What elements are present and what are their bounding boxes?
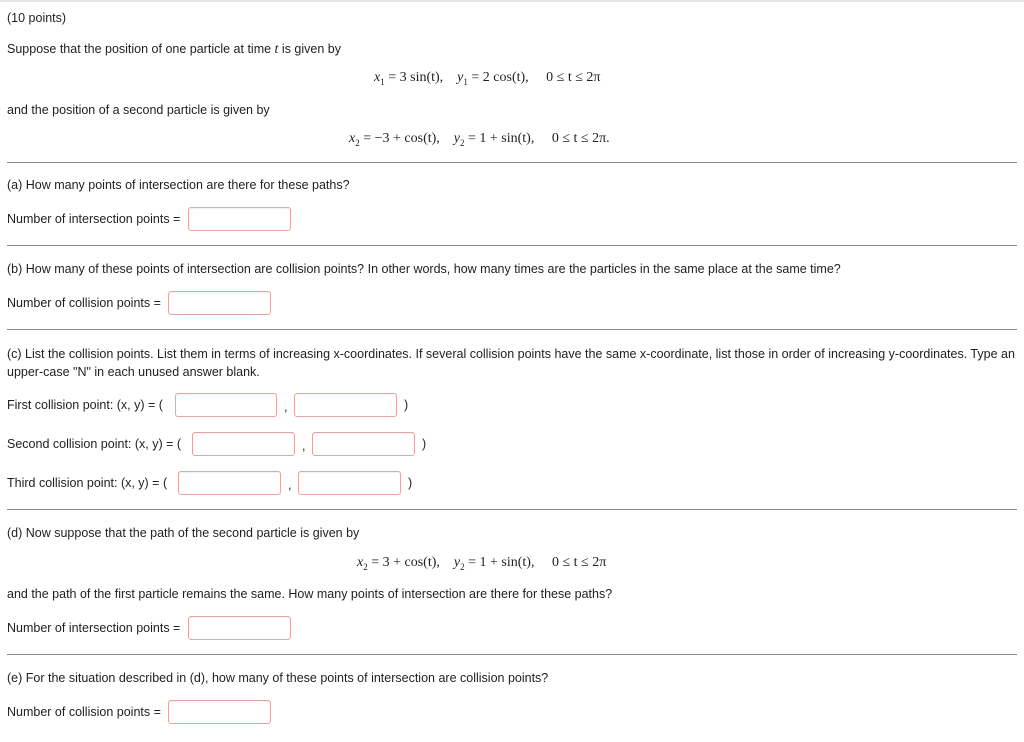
third-collision-y-input[interactable]: [298, 471, 401, 495]
divider: [7, 162, 1017, 163]
eqd-y-sub: 2: [460, 561, 465, 572]
part-e-question: (e) For the situation described in (d), how many of these points of intersection are collision points?: [7, 671, 549, 685]
eq2-x-rhs: = −3 + cos(t),: [363, 131, 440, 146]
second-particle-intro: and the position of a second particle is given by: [7, 103, 270, 117]
part-b-label: Number of collision points =: [7, 296, 161, 310]
intro-text: [7, 42, 341, 58]
close-paren: ): [404, 398, 409, 412]
eq1-y: y: [457, 70, 464, 85]
first-collision-x-input[interactable]: [175, 393, 277, 417]
eq2-range: 0 ≤ t ≤ 2π.: [551, 131, 610, 146]
second-collision-x-input[interactable]: [192, 432, 295, 456]
eqd-x-sub: 2: [363, 561, 368, 572]
part-d-question: and the path of the first particle remains the same. How many points of intersection are there for these paths?: [7, 587, 613, 601]
eqd-y: y: [453, 555, 461, 570]
eq2-y-sub: 2: [460, 137, 465, 148]
part-e-answer-input[interactable]: [168, 700, 271, 724]
close-paren: ): [422, 437, 427, 451]
part-a-answer-input[interactable]: [188, 207, 291, 231]
comma: ,: [284, 400, 288, 414]
divider: [7, 245, 1017, 246]
points-label: (10 points): [7, 11, 67, 25]
eqd-x-rhs: = 3 + cos(t),: [371, 555, 440, 570]
second-collision-label: Second collision point: (x, y) = (: [7, 437, 182, 451]
intro-variable: t: [274, 42, 279, 57]
part-d-answer-input[interactable]: [188, 616, 291, 640]
eqd-range: 0 ≤ t ≤ 2π: [551, 555, 607, 570]
close-paren: ): [408, 476, 413, 490]
eq1-x-sub: 1: [380, 76, 385, 87]
eqd-x: x: [357, 555, 364, 570]
divider: [7, 654, 1017, 655]
eq1-x-rhs: = 3 sin(t),: [388, 70, 444, 85]
equation-part-d: [357, 555, 606, 572]
eq2-x-sub: 2: [355, 137, 360, 148]
eq1-y-rhs: = 2 cos(t),: [471, 70, 529, 85]
third-collision-label: Third collision point: (x, y) = (: [7, 476, 168, 490]
part-a-question: (a) How many points of intersection are there for these paths?: [7, 178, 350, 192]
part-c-question: (c) List the collision points. List them in terms of increasing x-coordinates. If several collision points have the same x-coordinate, list those in order of increasing y-coordinates. Type an upper-case "N" in each unused answer blank.: [7, 347, 1015, 379]
eq2-x: x: [349, 131, 356, 146]
third-collision-x-input[interactable]: [178, 471, 281, 495]
eq1-y-sub: 1: [463, 76, 468, 87]
comma: ,: [288, 478, 292, 492]
eq2-y: y: [453, 131, 460, 146]
part-b-question: (b) How many of these points of intersection are collision points? In other words, how many times are the particles in the same place at the same time?: [7, 262, 841, 276]
comma: ,: [302, 439, 306, 453]
intro-start: Suppose that the position of one particle at time: [7, 42, 272, 56]
first-collision-y-input[interactable]: [294, 393, 397, 417]
top-border: [0, 0, 1024, 2]
eq1-range: 0 ≤ t ≤ 2π: [546, 70, 601, 85]
intro-end: is given by: [281, 42, 341, 56]
divider: [7, 329, 1017, 330]
divider: [7, 509, 1017, 510]
eqd-y-rhs: = 1 + sin(t),: [468, 555, 535, 570]
part-d-intro: (d) Now suppose that the path of the second particle is given by: [7, 526, 360, 540]
equation-particle-2: [349, 131, 610, 148]
part-d-label: Number of intersection points =: [7, 621, 181, 635]
second-collision-y-input[interactable]: [312, 432, 415, 456]
equation-particle-1: [374, 70, 601, 87]
part-a-label: Number of intersection points =: [7, 212, 181, 226]
eq1-x: x: [374, 70, 381, 85]
part-b-answer-input[interactable]: [168, 291, 271, 315]
part-e-label: Number of collision points =: [7, 705, 161, 719]
first-collision-label: First collision point: (x, y) = (: [7, 398, 163, 412]
eq2-y-rhs: = 1 + sin(t),: [468, 131, 535, 146]
